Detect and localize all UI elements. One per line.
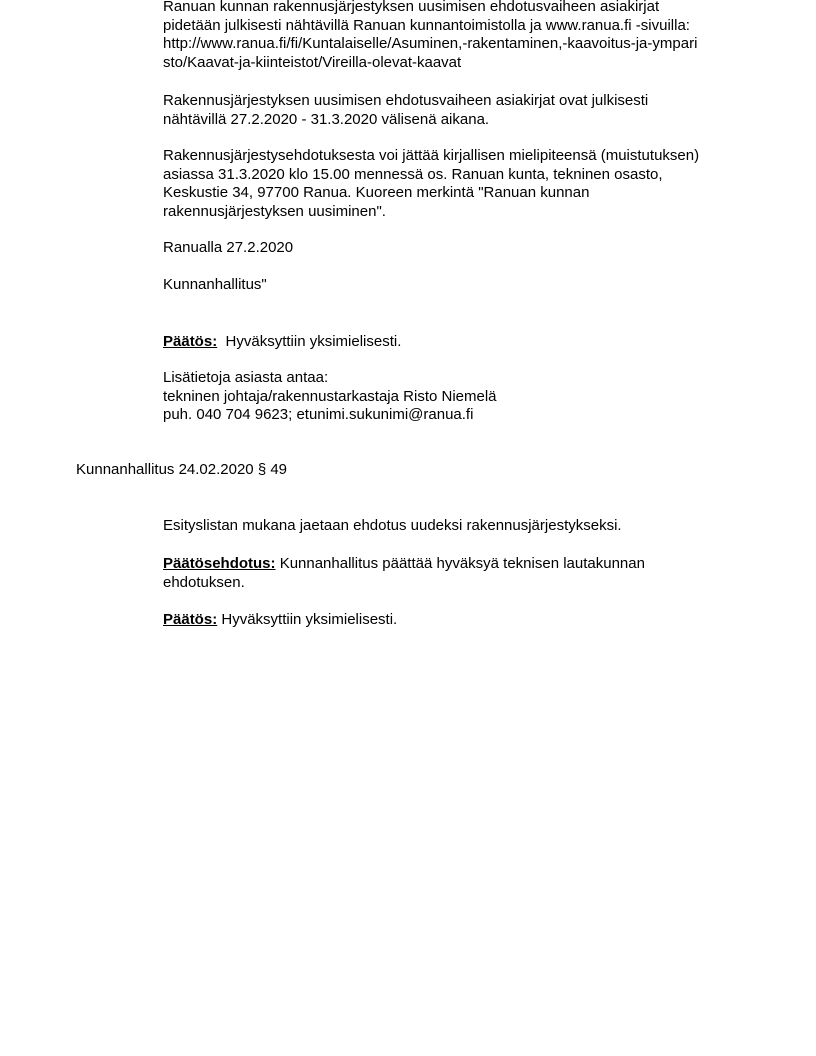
opinion-line: rakennusjärjestyksen uusiminen". <box>163 202 386 220</box>
contact-line: puh. 040 704 9623; etunimi.sukunimi@ranua.fi <box>163 406 474 423</box>
decision-line <box>163 333 763 352</box>
proposal-text: Kunnanhallitus päättää hyväksyä teknisen lautakunnan <box>279 555 645 572</box>
contact-line: Lisätietoja asiasta antaa: <box>163 369 329 386</box>
decision-paragraph <box>163 333 763 352</box>
opinion-line: Keskustie 34, 97700 Ranua. Kuoreen merkintä "Ranuan kunnan <box>163 184 590 201</box>
intro-paragraph <box>163 0 763 72</box>
place-date-text: Ranualla 27.2.2020 <box>163 239 294 256</box>
decision-text-2: Hyväksyttiin yksimielisesti. <box>221 611 398 628</box>
section-heading: Kunnanhallitus 24.02.2020 § 49 <box>76 461 288 478</box>
intro-line: http://www.ranua.fi/fi/Kuntalaiselle/Asuminen,-rakentaminen,-kaavoitus-ja-ympari <box>163 35 698 52</box>
decision-line-2 <box>163 611 763 630</box>
intro-line: Ranuan kunnan rakennusjärjestyksen uusimisen ehdotusvaiheen asiakirjat <box>163 0 660 15</box>
contact-line: tekninen johtaja/rakennustarkastaja Risto Niemelä <box>163 387 497 405</box>
decision-text: Hyväksyttiin yksimielisesti. <box>225 333 402 350</box>
proposal-line <box>163 555 763 574</box>
display-period-line: nähtävillä 27.2.2020 - 31.3.2020 välisenä aikana. <box>163 110 490 128</box>
agenda-note-text: Esityslistan mukana jaetaan ehdotus uudeksi rakennusjärjestykseksi. <box>163 517 622 534</box>
opinion-paragraph <box>163 147 763 221</box>
proposal-label: Päätösehdotus: <box>163 555 276 572</box>
decision-paragraph-2 <box>163 611 763 630</box>
proposal-paragraph <box>163 555 763 592</box>
place-date <box>163 239 763 258</box>
signer-text: Kunnanhallitus" <box>163 276 267 293</box>
contact-paragraph <box>163 369 763 425</box>
agenda-note <box>163 517 763 536</box>
intro-line: pidetään julkisesti nähtävillä Ranuan kunnantoimistolla ja www.ranua.fi -sivuilla: <box>163 16 690 34</box>
signer <box>163 276 763 295</box>
decision-label: Päätös: <box>163 333 218 350</box>
intro-line: sto/Kaavat-ja-kiinteistot/Vireilla-olevat-kaavat <box>163 53 462 71</box>
opinion-line: asiassa 31.3.2020 klo 15.00 mennessä os. Ranuan kunta, tekninen osasto, <box>163 165 663 183</box>
display-period-paragraph <box>163 92 763 129</box>
proposal-line-2: ehdotuksen. <box>163 573 245 591</box>
opinion-line: Rakennusjärjestysehdotuksesta voi jättää kirjallisen mielipiteensä (muistutuksen) <box>163 147 700 164</box>
decision-label-2: Päätös: <box>163 611 218 628</box>
display-period-line: Rakennusjärjestyksen uusimisen ehdotusvaiheen asiakirjat ovat julkisesti <box>163 92 649 109</box>
